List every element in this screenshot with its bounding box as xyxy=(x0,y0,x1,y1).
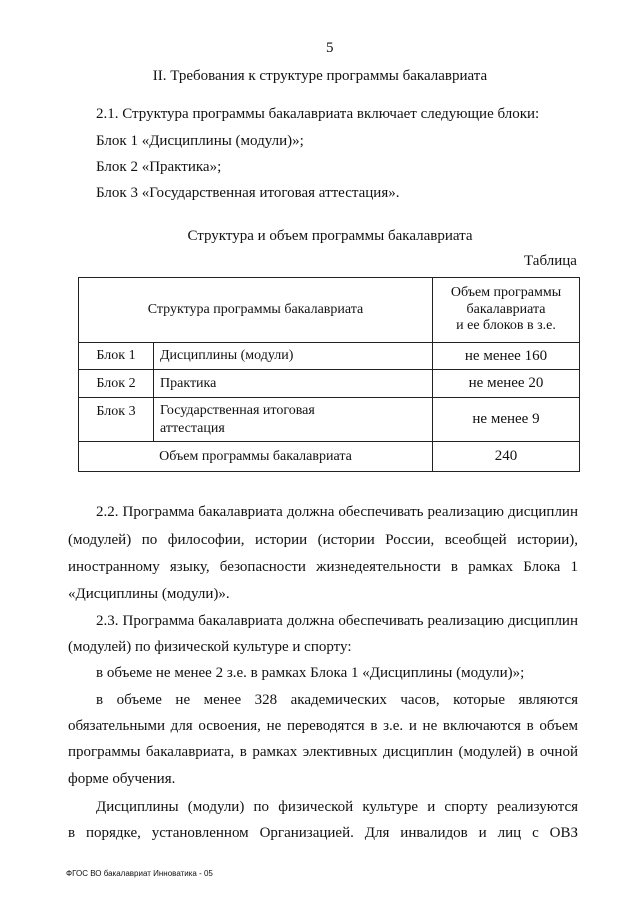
name-line: Государственная итоговая xyxy=(160,403,315,418)
body-line: (модулей) по философии, истории (истории России, всеобщей истории), xyxy=(68,532,578,548)
paragraph-2-1: 2.1. Структура программы бакалавриата включает следующие блоки: xyxy=(96,106,540,122)
volume-cell: не менее 9 xyxy=(433,398,580,442)
header-structure-cell xyxy=(79,278,433,343)
block-2-line: Блок 2 «Практика»; xyxy=(96,159,222,175)
name-cell: Практика xyxy=(154,370,433,398)
footer: ФГОС ВО бакалавриат Инноватика - 05 xyxy=(66,869,213,878)
header-volume-line: и ее блоков в з.е. xyxy=(456,318,556,334)
header-volume-cell xyxy=(433,278,580,343)
name-line: аттестация xyxy=(160,420,225,436)
block-3-line: Блок 3 «Государственная итоговая аттестация». xyxy=(96,185,400,201)
table-title: Структура и объем программы бакалавриата xyxy=(187,228,473,244)
table-total-row xyxy=(79,442,580,472)
total-value-cell: 240 xyxy=(433,442,580,472)
header-volume-line: Объем программы xyxy=(450,284,562,300)
body-line: 2.3. Программа бакалавриата должна обеспечивать реализацию дисциплин xyxy=(96,613,578,629)
body-line: в объеме не менее 2 з.е. в рамках Блока 1 «Дисциплины (модули)»; xyxy=(96,665,525,681)
block-cell: Блок 3 xyxy=(79,398,154,442)
block-1-line: Блок 1 «Дисциплины (модули)»; xyxy=(96,133,304,149)
structure-table xyxy=(78,277,580,472)
volume-cell: не менее 160 xyxy=(433,343,580,370)
table-row xyxy=(79,343,580,370)
block-cell: Блок 2 xyxy=(79,370,154,398)
table-header-row xyxy=(79,278,580,343)
body-line: обязательными для освоения, не переводятся в з.е. и не включаются в объем xyxy=(68,718,578,734)
name-cell: Дисциплины (модули) xyxy=(154,343,433,370)
table-label: Таблица xyxy=(524,253,577,269)
table-row xyxy=(79,370,580,398)
block-cell: Блок 1 xyxy=(79,343,154,370)
body-line: форме обучения. xyxy=(68,771,176,787)
table-row xyxy=(79,398,580,442)
page-number: 5 xyxy=(326,40,334,56)
body-line: Дисциплины (модули) по физической культуре и спорту реализуются xyxy=(96,799,578,815)
section-title: II. Требования к структуре программы бакалавриата xyxy=(152,68,488,84)
body-line: в порядке, установленном Организацией. Для инвалидов и лиц с ОВЗ xyxy=(68,825,578,841)
volume-cell: не менее 20 xyxy=(433,370,580,398)
body-line: (модулей) по физической культуре и спорту: xyxy=(68,639,352,655)
body-line: «Дисциплины (модули)». xyxy=(68,586,230,602)
total-label-cell: Объем программы бакалавриата xyxy=(79,442,433,472)
body-line: в объеме не менее 328 академических часов, которые являются xyxy=(96,692,578,708)
name-cell xyxy=(154,398,433,442)
header-volume-line: бакалавриата xyxy=(466,301,546,317)
body-line: программы бакалавриата, в рамках элективных дисциплин (модулей) в очной xyxy=(68,744,578,760)
header-structure-text: Структура программы бакалавриата xyxy=(147,302,364,317)
body-line: 2.2. Программа бакалавриата должна обеспечивать реализацию дисциплин xyxy=(96,504,578,520)
body-line: иностранному языку, безопасности жизнедеятельности в рамках Блока 1 xyxy=(68,559,578,575)
